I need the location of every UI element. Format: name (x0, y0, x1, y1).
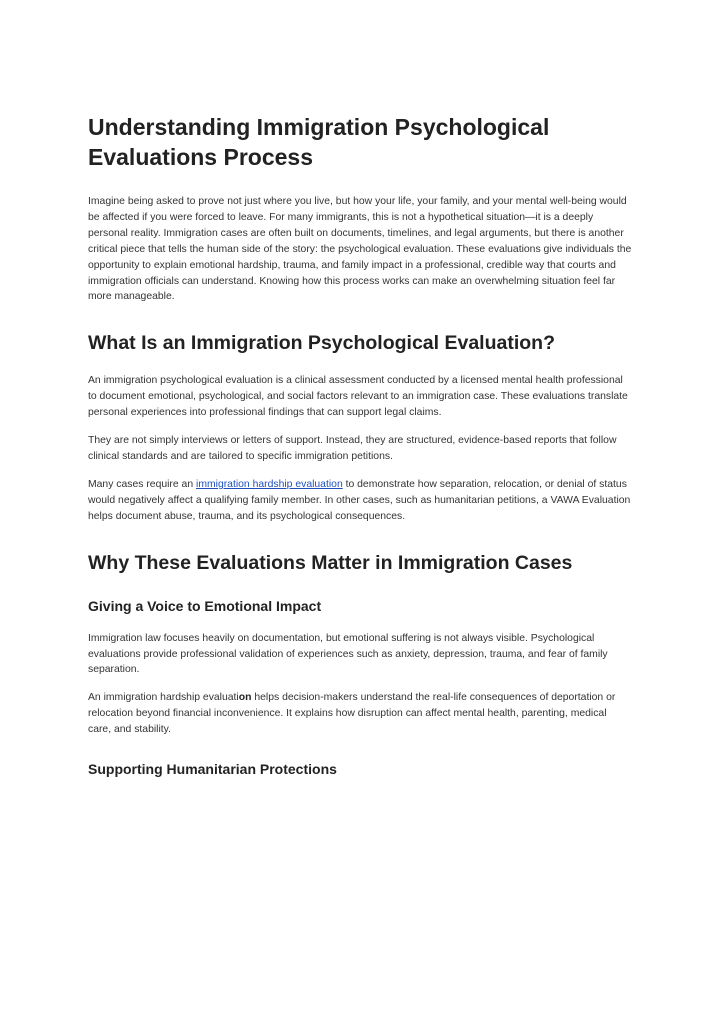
what-is-paragraph-1: An immigration psychological evaluation is a clinical assessment conducted by a licensed mental health professional to document emotional, psychological, and social factors relevant to an immigration case. These evaluations translate personal experiences into professional findings that can support legal claims. (88, 375, 628, 419)
emotional-impact-paragraph-1: Immigration law focuses heavily on documentation, but emotional suffering is not always visible. Psychological evaluations provide professional validation of experiences such as anxiety, depression, trauma, and fear of family separation. (88, 632, 608, 676)
paragraph-text: Many cases require an (88, 478, 197, 490)
bold-text: on (238, 692, 252, 704)
what-is-paragraph-2: They are not simply interviews or letters of support. Instead, they are structured, evidence-based reports that follow clinical standards and are tailored to specific immigration petitions. (88, 435, 617, 462)
page-title: Understanding Immigration Psychological Evaluations Process (88, 114, 550, 170)
intro-paragraph: Imagine being asked to prove not just where you live, but how your life, your family, and your mental well-being would be affected if you were forced to leave. For many immigrants, this is not a hypothetical situation—it is a deeply personal reality. Immigration cases are often built on documents, timelines, and legal arguments, but there is another critical piece that tells the human side of the story: the psychological evaluation. These evaluations give individuals the opportunity to explain emotional hardship, trauma, and family impact in a professional, credible way that courts and immigration officials can understand. Knowing how this process works can make an overwhelming situation feel far more manageable. (88, 196, 632, 303)
subheading-emotional-impact: Giving a Voice to Emotional Impact (88, 597, 322, 614)
section-heading-what-is: What Is an Immigration Psychological Evaluation? (88, 332, 556, 355)
section-heading-why-matter: Why These Evaluations Matter in Immigration Cases (88, 551, 573, 574)
emotional-impact-paragraph-2 (88, 690, 632, 738)
paragraph-text: An immigration hardship evaluati (88, 692, 239, 704)
paragraph-text: to demonstrate how separation, relocation, or denial of status would negatively affect a qualifying family member. In other cases, such as humanitarian petitions, a VAWA Evaluation helps document abuse, trauma, and its psychological consequences. (88, 478, 631, 522)
subheading-humanitarian: Supporting Humanitarian Protections (88, 761, 337, 778)
hardship-evaluation-link[interactable]: immigration hardship evaluation (196, 478, 343, 490)
paragraph-text: helps decision-makers understand the real-life consequences of deportation or relocation beyond financial inconvenience. It explains how disruption can affect mental health, parenting, medical care, and stability. (88, 692, 616, 736)
what-is-paragraph-3 (88, 477, 632, 525)
